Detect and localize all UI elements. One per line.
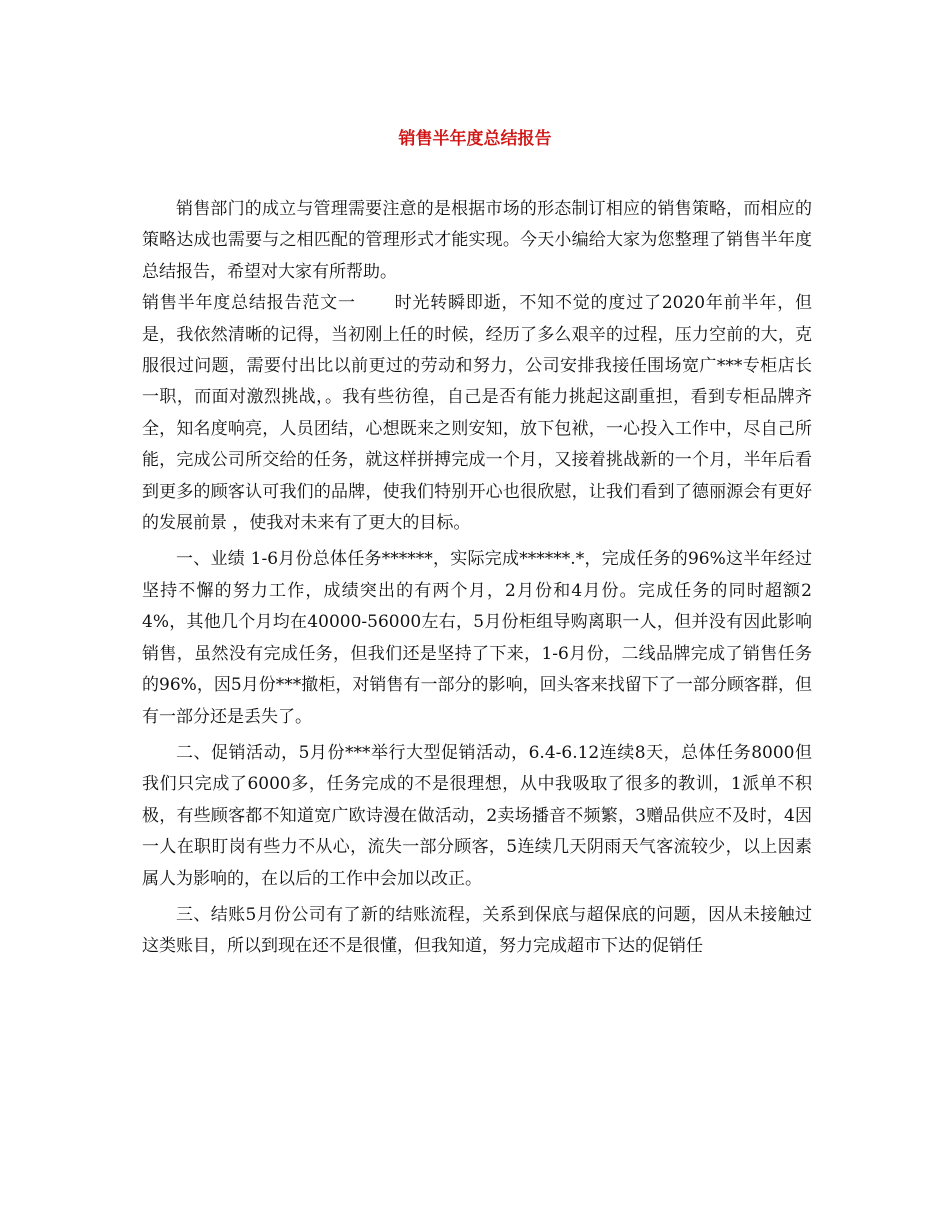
section-settlement: 三、结账5月份公司有了新的结账流程，关系到保底与超保底的问题，因从未接触过这类账目，所以到现在还不是很懂，但我知道，努力完成超市下达的促销任 bbox=[142, 904, 812, 957]
sample-paragraph bbox=[142, 288, 812, 539]
section-promotion: 二、促销活动，5月份***举行大型促销活动，6.4-6.12连续8天，总体任务8000但我们只完成了6000多，任务完成的不是很理想，从中我吸取了很多的教训，1派单不积极，有些顾客都不知道宽广欧诗漫在做活动，2卖场播音不频繁，3赠品供应不及时，4因一人在职盯岗有些力不从心，流失一部分顾客，5连续几天阴雨天气客流较少，以上因素属人为影响的，在以后的工作中会加以改正。 bbox=[142, 742, 812, 889]
sample-body: 时光转瞬即逝，不知不觉的度过了2020年前半年，但是，我依然清晰的记得，当初刚上任的时候，经历了多么艰辛的过程，压力空前的大，克服很过问题，需要付出比以前更过的劳动和努力，公司安排我接任围场宽广***专柜店长一职，而面对激烈挑战，。我有些彷徨，自己是否有能力挑起这副重担，看到专柜品牌齐全，知名度响亮，人员团结，心想既来之则安知，放下包袱，一心投入工作中，尽自己所能，完成公司所交给的任务，就这样拼搏完成一个月，又接着挑战新的一个月，半年后看到更多的顾客认可我们的品牌，使我们特别开心也很欣慰，让我们看到了德丽源会有更好的发展前景 ，使我对未来有了更大的目标。 bbox=[142, 293, 813, 534]
document-body bbox=[142, 194, 812, 963]
intro-paragraph: 销售部门的成立与管理需要注意的是根据市场的形态制订相应的销售策略，而相应的策略达成也需要与之相匹配的管理形式才能实现。今天小编给大家为您整理了销售半年度总结报告，希望对大家有所帮助。 bbox=[142, 199, 812, 282]
section-performance: 一、业绩 1-6月份总体任务******，实际完成******.*，完成任务的96%这半年经过坚持不懈的努力工作，成绩突出的有两个月，2月份和4月份。完成任务的同时超额24%，其他几个月均在40000-56000左右，5月份柜组导购离职一人，但并没有因此影响销售，虽然没有完成任务，但我们还是坚持了下来，1-6月份，二线品牌完成了销售任务的96%，因5月份***撤柜，对销售有一部分的影响，回头客来找留下了一部分顾客群，但有一部分还是丢失了。 bbox=[142, 549, 812, 727]
sample-heading: 销售半年度总结报告范文一 bbox=[142, 293, 356, 314]
document-title: 销售半年度总结报告 bbox=[398, 129, 552, 149]
